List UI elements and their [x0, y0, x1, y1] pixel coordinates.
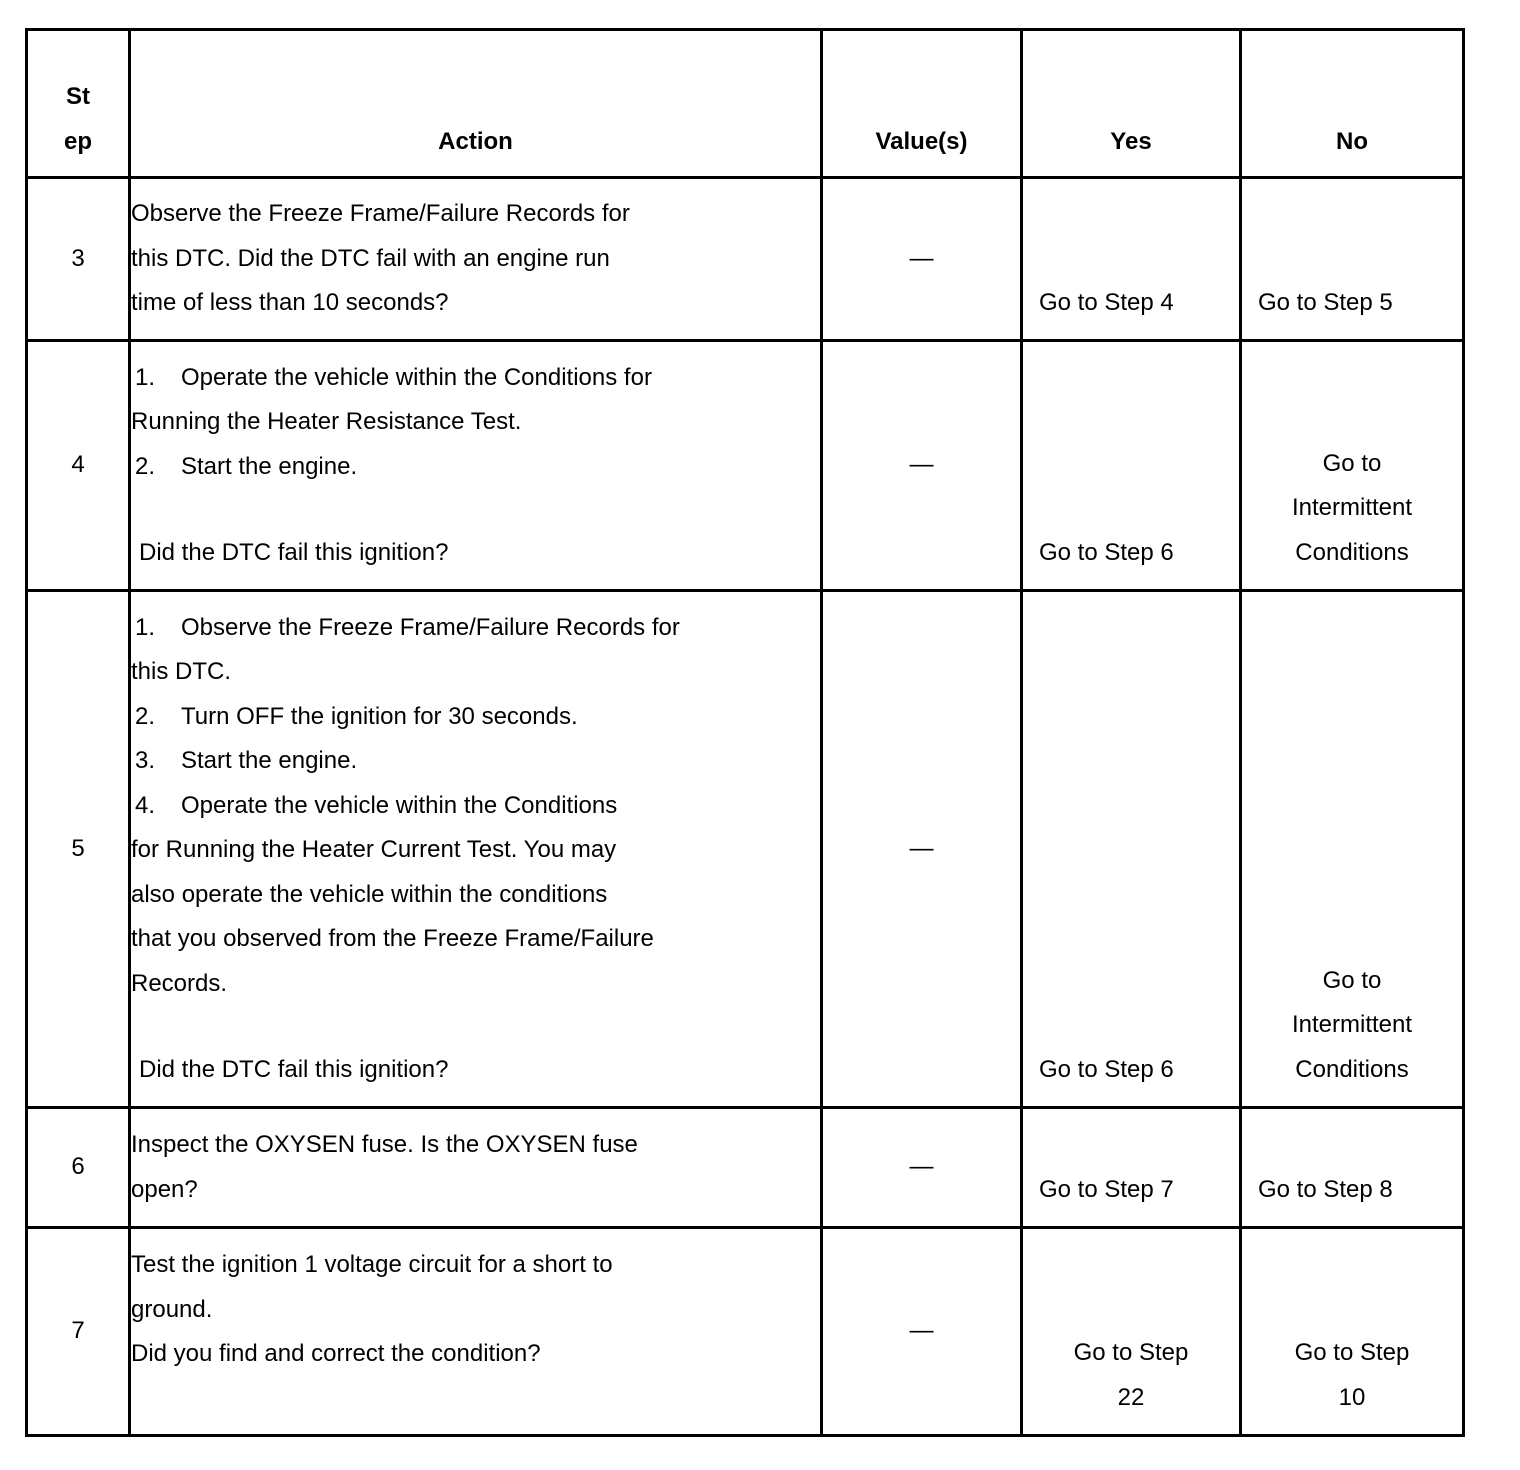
item-number: 1.: [135, 613, 156, 641]
action-line: Records.: [131, 969, 228, 997]
action-line: that you observed from the Freeze Frame/Failure: [131, 925, 654, 952]
action-line: Test the ignition 1 voltage circuit for a short to: [131, 1251, 613, 1278]
action-cell: [130, 591, 822, 1108]
no-line: Conditions: [1295, 538, 1409, 566]
spacer: [131, 489, 820, 531]
action-question: Did the DTC fail this ignition?: [139, 539, 449, 566]
yes-line: 22: [1117, 1383, 1145, 1411]
table-row: [27, 1228, 1464, 1436]
item-number: 2.: [135, 452, 156, 480]
no-line: Intermittent: [1291, 1011, 1413, 1038]
item-text: Start the engine.: [181, 747, 358, 774]
no-cell: [1241, 341, 1464, 591]
action-line: Observe the Freeze Frame/Failure Records for: [131, 200, 630, 228]
action-line: time of less than 10 seconds?: [131, 289, 449, 317]
no-cell: Go to Step 5: [1241, 178, 1464, 341]
item-number: 4.: [135, 791, 156, 819]
action-item: [131, 606, 820, 651]
header-values: Value(s): [822, 30, 1022, 178]
diagnostic-table: [25, 28, 1465, 1437]
value-cell: —: [822, 178, 1022, 341]
yes-cell: [1022, 1228, 1241, 1436]
spacer: [131, 1006, 820, 1048]
step-number: 6: [27, 1108, 130, 1228]
action-item: [131, 445, 820, 490]
no-line: Go to: [1322, 449, 1382, 477]
no-cell: [1241, 591, 1464, 1108]
step-number: 5: [27, 591, 130, 1108]
header-action: Action: [130, 30, 822, 178]
action-cell: [130, 341, 822, 591]
header-no: No: [1241, 30, 1464, 178]
action-cell: [130, 1108, 822, 1228]
no-line: Conditions: [1295, 1055, 1409, 1083]
item-text: Operate the vehicle within the Conditions for: [181, 363, 652, 391]
step-number: 3: [27, 178, 130, 341]
header-step: [27, 30, 130, 178]
yes-line: Go to Step: [1073, 1339, 1189, 1366]
item-text: Start the engine.: [181, 452, 358, 480]
header-step-line2: ep: [63, 127, 92, 155]
no-line: 10: [1338, 1383, 1366, 1411]
action-line: this DTC.: [131, 658, 232, 685]
step-number: 4: [27, 341, 130, 591]
action-item: [131, 695, 820, 740]
yes-cell: Go to Step 7: [1022, 1108, 1241, 1228]
action-item: [131, 356, 820, 401]
action-line: ground.: [131, 1295, 213, 1323]
table-row: [27, 178, 1464, 341]
action-item: [131, 739, 820, 784]
header-yes: Yes: [1022, 30, 1241, 178]
action-cell: [130, 178, 822, 341]
yes-cell: Go to Step 6: [1022, 591, 1241, 1108]
header-step-line1: St: [66, 83, 90, 110]
no-line: Intermittent: [1291, 494, 1413, 521]
value-cell: —: [822, 591, 1022, 1108]
action-line: Did you find and correct the condition?: [131, 1340, 541, 1367]
action-line: open?: [131, 1175, 198, 1203]
item-text: Observe the Freeze Frame/Failure Records for: [181, 613, 680, 641]
action-line: also operate the vehicle within the conditions: [131, 880, 608, 908]
yes-cell: Go to Step 6: [1022, 341, 1241, 591]
item-text: Operate the vehicle within the Conditions: [181, 791, 618, 819]
no-line: Go to: [1322, 966, 1382, 994]
table-row: [27, 341, 1464, 591]
yes-cell: Go to Step 4: [1022, 178, 1241, 341]
item-number: 1.: [135, 363, 156, 391]
item-text: Turn OFF the ignition for 30 seconds.: [181, 702, 578, 730]
action-cell: [130, 1228, 822, 1436]
no-cell: Go to Step 8: [1241, 1108, 1464, 1228]
no-cell: [1241, 1228, 1464, 1436]
value-cell: —: [822, 1228, 1022, 1436]
table-row: [27, 591, 1464, 1108]
step-number: 7: [27, 1228, 130, 1436]
action-line: this DTC. Did the DTC fail with an engine run: [131, 244, 610, 272]
header-row: [27, 30, 1464, 178]
item-number: 2.: [135, 702, 156, 730]
action-line: Inspect the OXYSEN fuse. Is the OXYSEN fuse: [131, 1131, 638, 1158]
action-line: for Running the Heater Current Test. You may: [131, 836, 617, 863]
no-line: Go to Step: [1294, 1339, 1410, 1366]
item-number: 3.: [135, 747, 156, 774]
table-row: [27, 1108, 1464, 1228]
value-cell: —: [822, 341, 1022, 591]
action-item: [131, 784, 820, 829]
action-question: Did the DTC fail this ignition?: [139, 1056, 449, 1083]
value-cell: —: [822, 1108, 1022, 1228]
action-line: Running the Heater Resistance Test.: [131, 408, 522, 435]
